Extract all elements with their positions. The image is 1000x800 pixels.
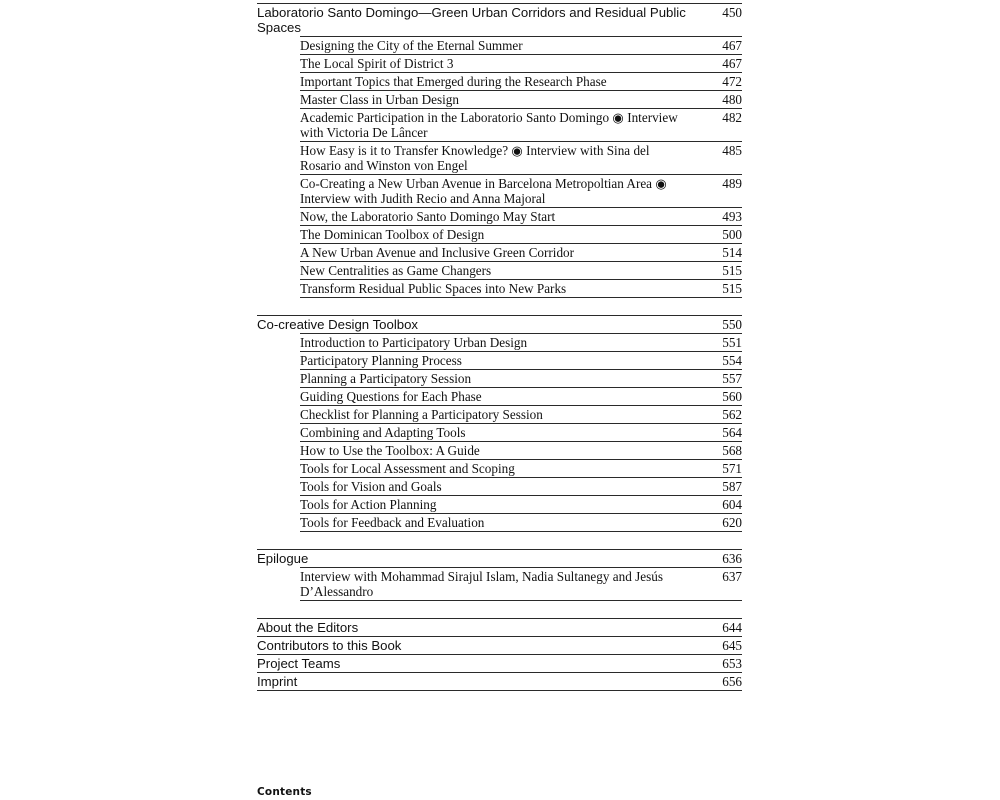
toc-entry[interactable] — [300, 351, 742, 369]
toc-entry[interactable] — [300, 423, 742, 441]
page-number: 515 — [722, 281, 742, 296]
section-title: Co-creative Design Toolbox — [257, 317, 419, 332]
page-number: 564 — [722, 425, 742, 440]
toc-entry[interactable] — [300, 459, 742, 477]
page-number: 554 — [722, 353, 742, 368]
page-number: 500 — [722, 227, 742, 242]
page-number: 485 — [722, 143, 742, 158]
entry-title: Academic Participation in the Laboratorio Santo Domingo ◉ Interview with Victoria De Lâncer — [300, 110, 678, 140]
entry-title: Tools for Feedback and Evaluation — [300, 515, 485, 530]
toc-entry[interactable] — [300, 477, 742, 495]
page-number: 482 — [722, 110, 742, 125]
entry-title: How to Use the Toolbox: A Guide — [300, 443, 480, 458]
entry-title: Designing the City of the Eternal Summer — [300, 38, 523, 53]
back-matter-item[interactable] — [257, 636, 742, 654]
back-matter-title: About the Editors — [257, 620, 359, 635]
entry-title: Interview with Mohammad Sirajul Islam, Nadia Sultanegy and Jesús D’Alessandro — [300, 569, 663, 599]
page-number: 656 — [722, 674, 742, 689]
toc-entry[interactable] — [300, 174, 742, 207]
page-number: 489 — [722, 176, 742, 191]
toc-entry[interactable] — [300, 405, 742, 423]
page-number: 571 — [722, 461, 742, 476]
back-matter — [257, 618, 742, 691]
page-number: 620 — [722, 515, 742, 530]
toc-entry[interactable] — [300, 141, 742, 174]
table-of-contents — [257, 3, 742, 708]
section-heading[interactable] — [257, 3, 742, 36]
page-number: 472 — [722, 74, 742, 89]
page-number: 467 — [722, 56, 742, 71]
entry-title: Planning a Participatory Session — [300, 371, 472, 386]
entry-title: Important Topics that Emerged during the Research Phase — [300, 74, 607, 89]
page-number: 514 — [722, 245, 742, 260]
page-number: 551 — [722, 335, 742, 350]
toc-entry[interactable] — [300, 369, 742, 387]
running-footer: Contents — [257, 786, 312, 798]
page-number: 645 — [722, 638, 742, 653]
section-heading[interactable] — [257, 549, 742, 567]
toc-entry[interactable] — [300, 387, 742, 405]
entry-title: A New Urban Avenue and Inclusive Green Corridor — [300, 245, 575, 260]
toc-entry[interactable] — [300, 54, 742, 72]
toc-entry[interactable] — [300, 90, 742, 108]
toc-entry[interactable] — [300, 243, 742, 261]
back-matter-title: Contributors to this Book — [257, 638, 402, 653]
toc-entry[interactable] — [300, 207, 742, 225]
entry-title: How Easy is it to Transfer Knowledge? ◉ Interview with Sina del Rosario and Winston von Engel — [300, 143, 650, 173]
section-title: Laboratorio Santo Domingo—Green Urban Corridors and Residual Public Spaces — [257, 5, 686, 35]
page-number: 653 — [722, 656, 742, 671]
page-number: 450 — [722, 5, 742, 20]
page-number: 560 — [722, 389, 742, 404]
entry-title: Tools for Local Assessment and Scoping — [300, 461, 515, 476]
section-heading[interactable] — [257, 315, 742, 333]
page-number: 604 — [722, 497, 742, 512]
page-number: 515 — [722, 263, 742, 278]
entry-title: The Dominican Toolbox of Design — [300, 227, 485, 242]
toc-entry[interactable] — [300, 513, 742, 532]
page-number: 467 — [722, 38, 742, 53]
toc-entry[interactable] — [300, 279, 742, 298]
toc-entry[interactable] — [300, 72, 742, 90]
entry-title: Now, the Laboratorio Santo Domingo May Start — [300, 209, 556, 224]
back-matter-item[interactable] — [257, 654, 742, 672]
page-number: 562 — [722, 407, 742, 422]
entry-title: Transform Residual Public Spaces into New Parks — [300, 281, 567, 296]
back-matter-title: Imprint — [257, 674, 298, 689]
entry-title: Co-Creating a New Urban Avenue in Barcelona Metropoltian Area ◉ Interview with Judith Recio and Anna Majoral — [300, 176, 667, 206]
toc-entry[interactable] — [300, 261, 742, 279]
entry-title: New Centralities as Game Changers — [300, 263, 492, 278]
page-number: 493 — [722, 209, 742, 224]
section-title: Epilogue — [257, 551, 309, 566]
back-matter-item[interactable] — [257, 618, 742, 636]
entry-title: The Local Spirit of District 3 — [300, 56, 454, 71]
toc-section — [257, 549, 742, 601]
page-number: 587 — [722, 479, 742, 494]
page-number: 637 — [722, 569, 742, 584]
entry-title: Checklist for Planning a Participatory Session — [300, 407, 543, 422]
toc-entry[interactable] — [300, 225, 742, 243]
entry-title: Tools for Action Planning — [300, 497, 437, 512]
toc-section — [257, 3, 742, 298]
entry-title: Introduction to Participatory Urban Design — [300, 335, 528, 350]
page-number: 568 — [722, 443, 742, 458]
entry-title: Participatory Planning Process — [300, 353, 462, 368]
page-number: 644 — [722, 620, 742, 635]
entry-title: Guiding Questions for Each Phase — [300, 389, 482, 404]
toc-entry[interactable] — [300, 108, 742, 141]
toc-entry[interactable] — [300, 441, 742, 459]
back-matter-item[interactable] — [257, 672, 742, 691]
page-number: 480 — [722, 92, 742, 107]
entry-title: Tools for Vision and Goals — [300, 479, 442, 494]
entry-title: Master Class in Urban Design — [300, 92, 459, 107]
toc-entry[interactable] — [300, 36, 742, 54]
toc-entry[interactable] — [300, 495, 742, 513]
back-matter-title: Project Teams — [257, 656, 341, 671]
entry-title: Combining and Adapting Tools — [300, 425, 466, 440]
toc-section — [257, 315, 742, 532]
toc-entry[interactable] — [300, 567, 742, 601]
page-number: 550 — [722, 317, 742, 332]
page-number: 557 — [722, 371, 742, 386]
page-number: 636 — [722, 551, 742, 566]
toc-entry[interactable] — [300, 333, 742, 351]
